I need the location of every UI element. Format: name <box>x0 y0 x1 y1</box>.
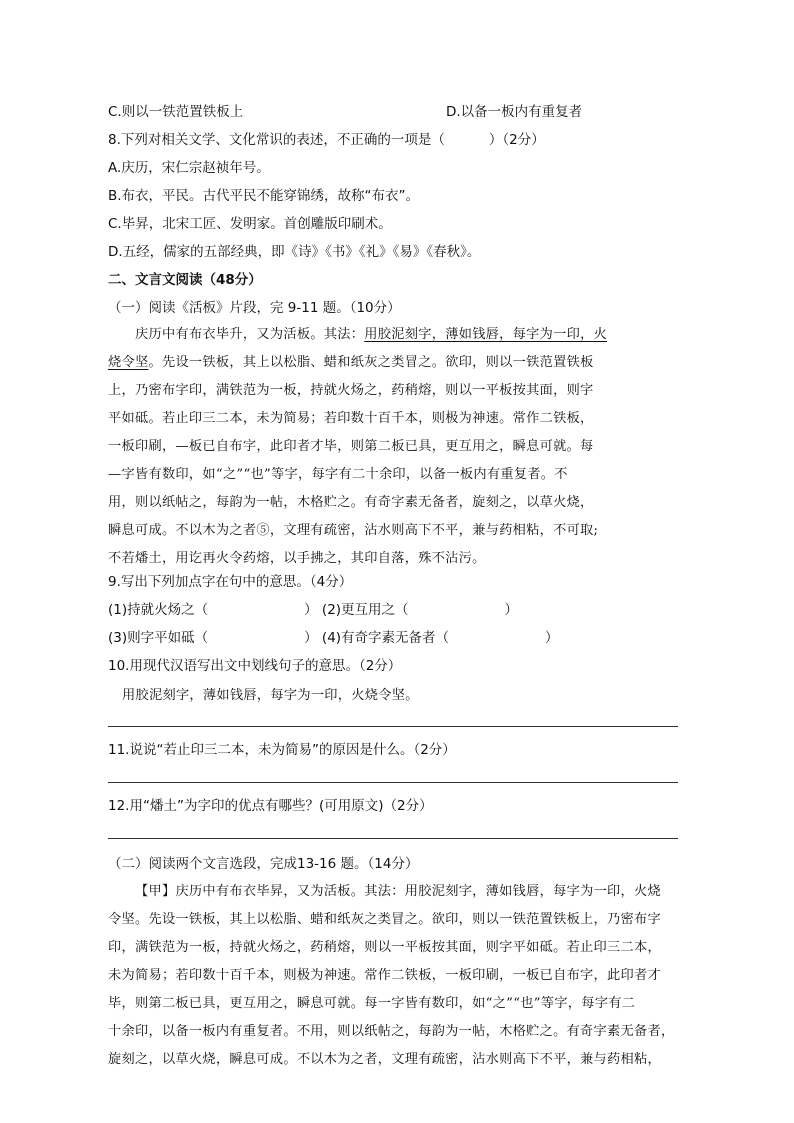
part2-title: （二）阅读两个文言选段，完成13-16 题。（14分） <box>108 856 419 872</box>
q8-option-a: A.庆历，宋仁宗赵祯年号。 <box>108 160 270 176</box>
passage1-text: 庆历中有布衣毕升，又为活板。其法： <box>135 327 365 342</box>
q7-option-c: C.则以一铁范置铁板上 <box>108 104 244 120</box>
passage2-line: 印，满铁范为一板，持就火炀之，药稍熔，则以一平板按其面，则字平如砥。若止印三二本， <box>108 940 661 955</box>
underlined-sentence: 用胶泥刻字，薄如钱唇，每字为一印，火 <box>364 327 608 342</box>
q9-item-1: (1)持就火炀之（ <box>108 602 209 618</box>
passage1-line: 上，乃密布字印，满铁范为一板，持就火炀之，药稍熔，则以一平板按其面，则字 <box>108 383 594 398</box>
passage2-line: 未为简易；若印数十百千本，则极为神速。常作二铁板，一板印刷，一板已自布字，此印者才 <box>108 968 661 983</box>
q9-item-2: (2)更互用之（ <box>321 602 409 618</box>
q11-answer-line <box>108 782 678 783</box>
q12-answer-line <box>108 838 678 839</box>
passage2-line: 十余印，以备一板内有重复者。不用，则以纸帖之，每韵为一帖，木格贮之。有奇字素无备者， <box>108 1024 675 1039</box>
q11-stem: 11.说说“若止印三二本，未为简易”的原因是什么。（2分） <box>108 742 456 758</box>
q8-option-d: D.五经，儒家的五部经典，即《诗》《书》《礼》《易》《春秋》。 <box>108 244 481 260</box>
passage1-line: 一板印刷，—板已自布字，此印者才毕，则第二板已具，更互用之，瞬息可就。每 <box>108 439 594 454</box>
q10-answer-line <box>108 726 678 727</box>
passage1-line: 用，则以纸帖之，每韵为一帖，木格贮之。有奇字素无备者，旋刻之，以草火烧， <box>108 495 594 510</box>
passage2-line: 【甲】庆历中有布衣毕昇，又为活板。其法：用胶泥刻字，薄如钱唇，每字为一印，火烧 <box>135 884 662 899</box>
q9-items-row-2 <box>108 628 559 648</box>
q9-close-4: ） <box>545 630 559 646</box>
q8-stem-after: ）（2分） <box>488 132 545 148</box>
passage1-line: 不若燔土，用讫再火令药熔，以手拂之，其印自落，殊不沾污。 <box>108 551 486 566</box>
part1-title: （一）阅读《活板》片段，完 9-11 题。（10分） <box>108 300 401 316</box>
q9-close-1: ） <box>304 602 318 618</box>
q8-option-b: B.布衣，平民。古代平民不能穿锦绣，故称“布衣”。 <box>108 188 420 204</box>
q9-item-3: (3)则字平如砥（ <box>108 630 209 646</box>
q8-option-c: C.毕昇，北宋工匠、发明家。首创雕版印刷术。 <box>108 216 392 232</box>
q9-close-3: ） <box>304 630 318 646</box>
section-title: 二、文言文阅读（48分） <box>108 272 262 288</box>
q9-close-2: ） <box>504 602 519 618</box>
q10-quote: 用胶泥刻字，薄如钱唇，每字为一印，火烧令坚。 <box>122 688 419 703</box>
underlined-sentence: 烧令坚 <box>108 355 149 370</box>
passage1-line <box>135 325 607 345</box>
q9-items-row-1 <box>108 600 518 620</box>
q7-option-d: D.以备一板内有重复者 <box>446 104 583 120</box>
passage1-line: 平如砥。若止印三二本，未为简易；若印数十百千本，则极为神速。常作二铁板， <box>108 411 594 426</box>
q9-stem: 9.写出下列加点字在句中的意思。（4分） <box>108 574 353 590</box>
q9-item-4: (4)有奇字素无备者（ <box>321 630 450 646</box>
q8-stem-before: 8.下列对相关文学、文化常识的表述，不正确的一项是（ <box>108 132 445 148</box>
passage2-line: 毕，则第二板已具，更互用之，瞬息可就。每一字皆有数印，如“之”“也”等字，每字有二 <box>108 996 636 1011</box>
passage1-line: 瞬息可成。不以木为之者⑤，文理有疏密，沾水则高下不平，兼与药相粘，不可取; <box>108 523 599 538</box>
passage1-line: —字皆有数印，如“之”“也”等字，每字有二十余印，以备一板内有重复者。不 <box>108 467 568 482</box>
passage2-line: 旋刻之，以草火烧，瞬息可成。不以木为之者，文理有疏密，沾水则高下不平，兼与药相粘， <box>108 1052 661 1067</box>
q8-stem <box>108 130 545 150</box>
passage1-line <box>108 353 594 373</box>
passage2-line: 令坚。先设一铁板，其上以松脂、蜡和纸灰之类冒之。欲印，则以一铁范置铁板上，乃密布字 <box>108 912 661 927</box>
passage1-text: 。先设一铁板，其上以松脂、蜡和纸灰之类冒之。欲印，则以一铁范置铁板 <box>148 355 594 370</box>
q12-stem: 12.用“燔土”为字印的优点有哪些？(可用原文)（2分） <box>108 798 433 814</box>
q10-stem: 10.用现代汉语写出文中划线句子的意思。（2分） <box>108 658 402 674</box>
